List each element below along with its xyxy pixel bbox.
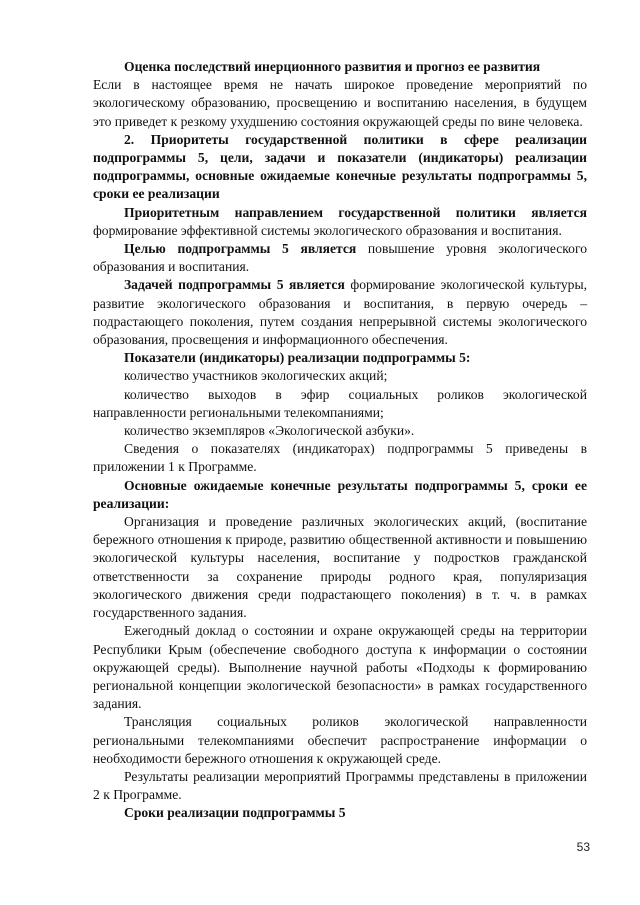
paragraph-task [93,276,587,349]
results-paragraph: Трансляция социальных роликов экологической направленности региональными телекомпаниями обеспечит распространение информации о необходимости бережного отношения к окружающей среде. [93,714,587,766]
indicators-note: Сведения о показателях (индикаторах) подпрограммы 5 приведены в приложении 1 к Программе. [93,441,587,475]
section-heading-forecast: Оценка последствий инерционного развития и прогноз ее развития [124,59,541,74]
task-lead: Задачей подпрограммы 5 является [124,277,345,293]
timing-heading: Сроки реализации подпрограммы 5 [124,805,346,821]
section-heading-priorities: 2. Приоритеты государственной политики в сфере реализации подпрограммы 5, цели, задачи и показатели (индикаторы) реализации подпрограммы, основные ожидаемые конечные результаты подпрограммы 5, сроки ее реализации [93,131,587,202]
goal-text: повышение уровня экологического образования и воспитания. [93,241,587,275]
goal-lead: Целью подпрограммы 5 является [124,241,357,257]
paragraph-goal [93,240,587,276]
indicators-heading: Показатели (индикаторы) реализации подпрограммы 5: [124,350,471,366]
results-paragraph: Ежегодный доклад о состоянии и охране окружающей среды на территории Республики Крым (обеспечение свободного доступа к информации о состоянии окружающей среды). Выполнение научной работы «Подходы к формированию региональной концепции экологической безопасности» в рамках государственного задания. [93,623,587,712]
results-paragraph: Результаты реализации мероприятий Программы представлены в приложении 2 к Программе. [93,768,587,803]
results-paragraph: Организация и проведение различных экологических акций, (воспитание бережного отношения к природе, развитию общественной активности и повышению экологической культуры населения, воспитание у подростков гражданской ответственности за сохранение природы родного края, популяризация экологического движения среди подрастающего поколения) в т. ч. в рамках государственного задания. [93,514,587,621]
indicator-item: количество выходов в эфир социальных роликов экологической направленности региональными телекомпаниями; [93,386,587,420]
page-number: 53 [576,840,590,854]
paragraph-forecast: Если в настоящее время не начать широкое проведение мероприятий по экологическому образованию, просвещению и воспитанию населения, в будущем это приведет к резкому ухудшению состояния окружающей среды по вине человека. [93,77,587,129]
indicator-item: количество экземпляров «Экологической азбуки». [124,423,415,439]
results-heading: Основные ожидаемые конечные результаты подпрограммы 5, сроки ее реализации: [93,477,587,511]
priority-lead: Приоритетным направлением государственной политики является [124,204,587,220]
paragraph-priority [93,204,587,240]
priority-text: формирование эффективной системы экологического образования и воспитания. [93,222,562,238]
indicator-item: количество участников экологических акций; [124,368,388,384]
task-text: формирование экологической культуры, развитие экологического образования и воспитания, в первую очередь – подрастающего поколения, путем создания непрерывной системы экологического образования, просвещения и информационного обеспечения. [93,277,587,348]
document-page [93,58,587,823]
